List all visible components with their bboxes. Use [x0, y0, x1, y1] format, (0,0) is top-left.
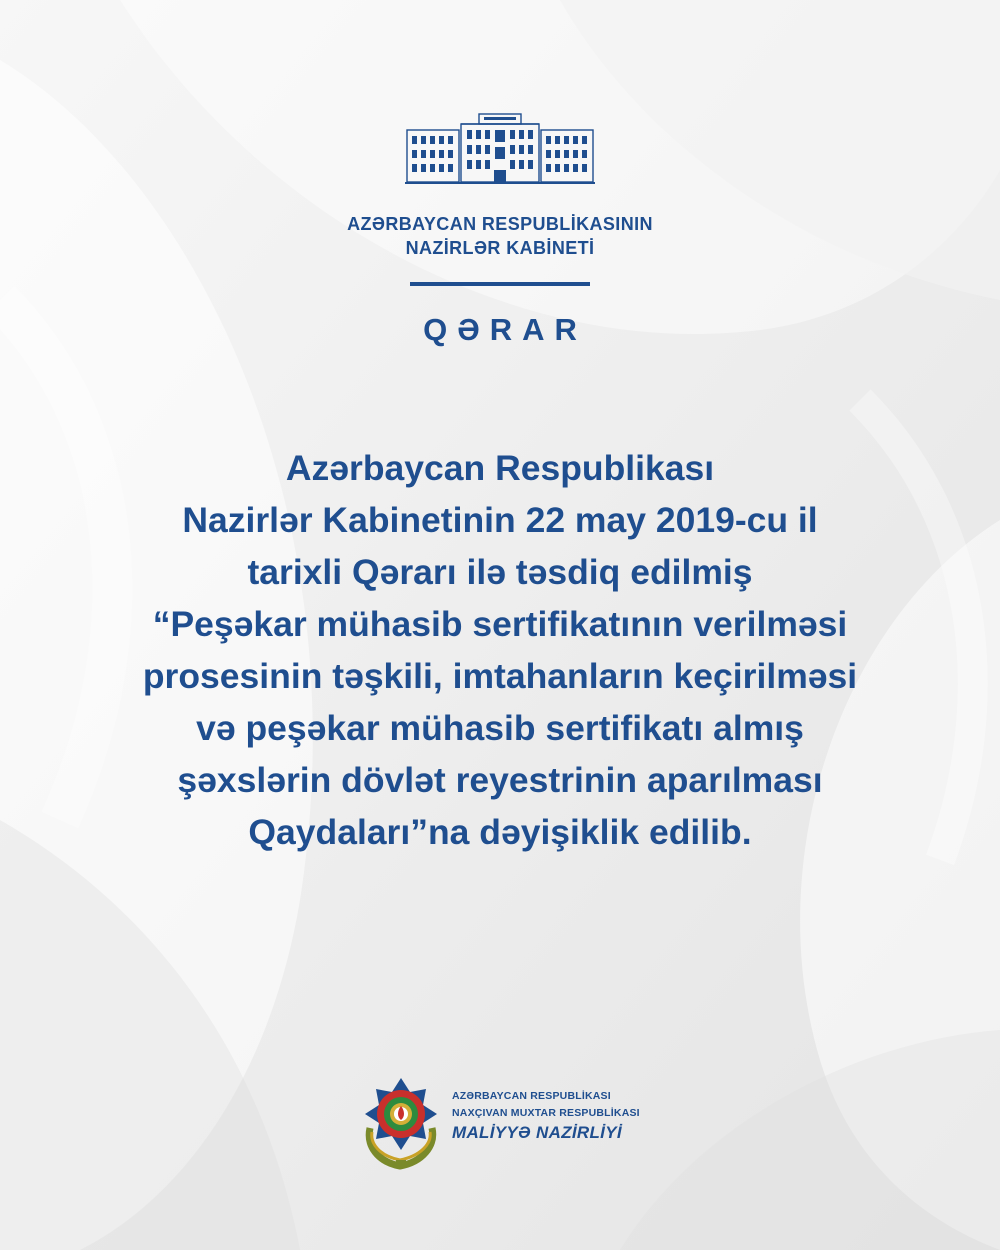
- announcement-line: və peşəkar mühasib sertifikatı almış: [196, 708, 804, 748]
- footer-ministry-name: MALİYYƏ NAZİRLİYİ: [452, 1123, 622, 1142]
- decision-heading: QƏRAR: [423, 312, 587, 347]
- announcement-line: “Peşəkar mühasib sertifikatının verilməsi: [152, 604, 848, 644]
- footer-org-line2: NAXÇIVAN MUXTAR RESPUBLİKASI: [452, 1107, 640, 1119]
- announcement-text: [60, 442, 940, 858]
- announcement-line: tarixli Qərarı ilə təsdiq edilmiş: [247, 552, 753, 592]
- announcement-line: şəxslərin dövlət reyestrinin aparılması: [177, 760, 823, 800]
- header-divider: [410, 282, 590, 286]
- announcement-line: Nazirlər Kabinetinin 22 may 2019-cu il: [182, 500, 818, 540]
- footer-org-line1: AZƏRBAYCAN RESPUBLİKASI: [452, 1090, 611, 1102]
- announcement-line: prosesinin təşkili, imtahanların keçirilməsi: [142, 656, 858, 696]
- government-building-icon: [403, 112, 597, 186]
- announcement-line: Qaydaları”na dəyişiklik edilib.: [248, 812, 752, 852]
- state-emblem-icon: [360, 1070, 442, 1170]
- announcement-line: Azərbaycan Respublikası: [285, 448, 715, 488]
- organization-title-line1: AZƏRBAYCAN RESPUBLİKASININ: [347, 214, 653, 234]
- organization-title-line2: NAZİRLƏR KABİNETİ: [405, 238, 595, 258]
